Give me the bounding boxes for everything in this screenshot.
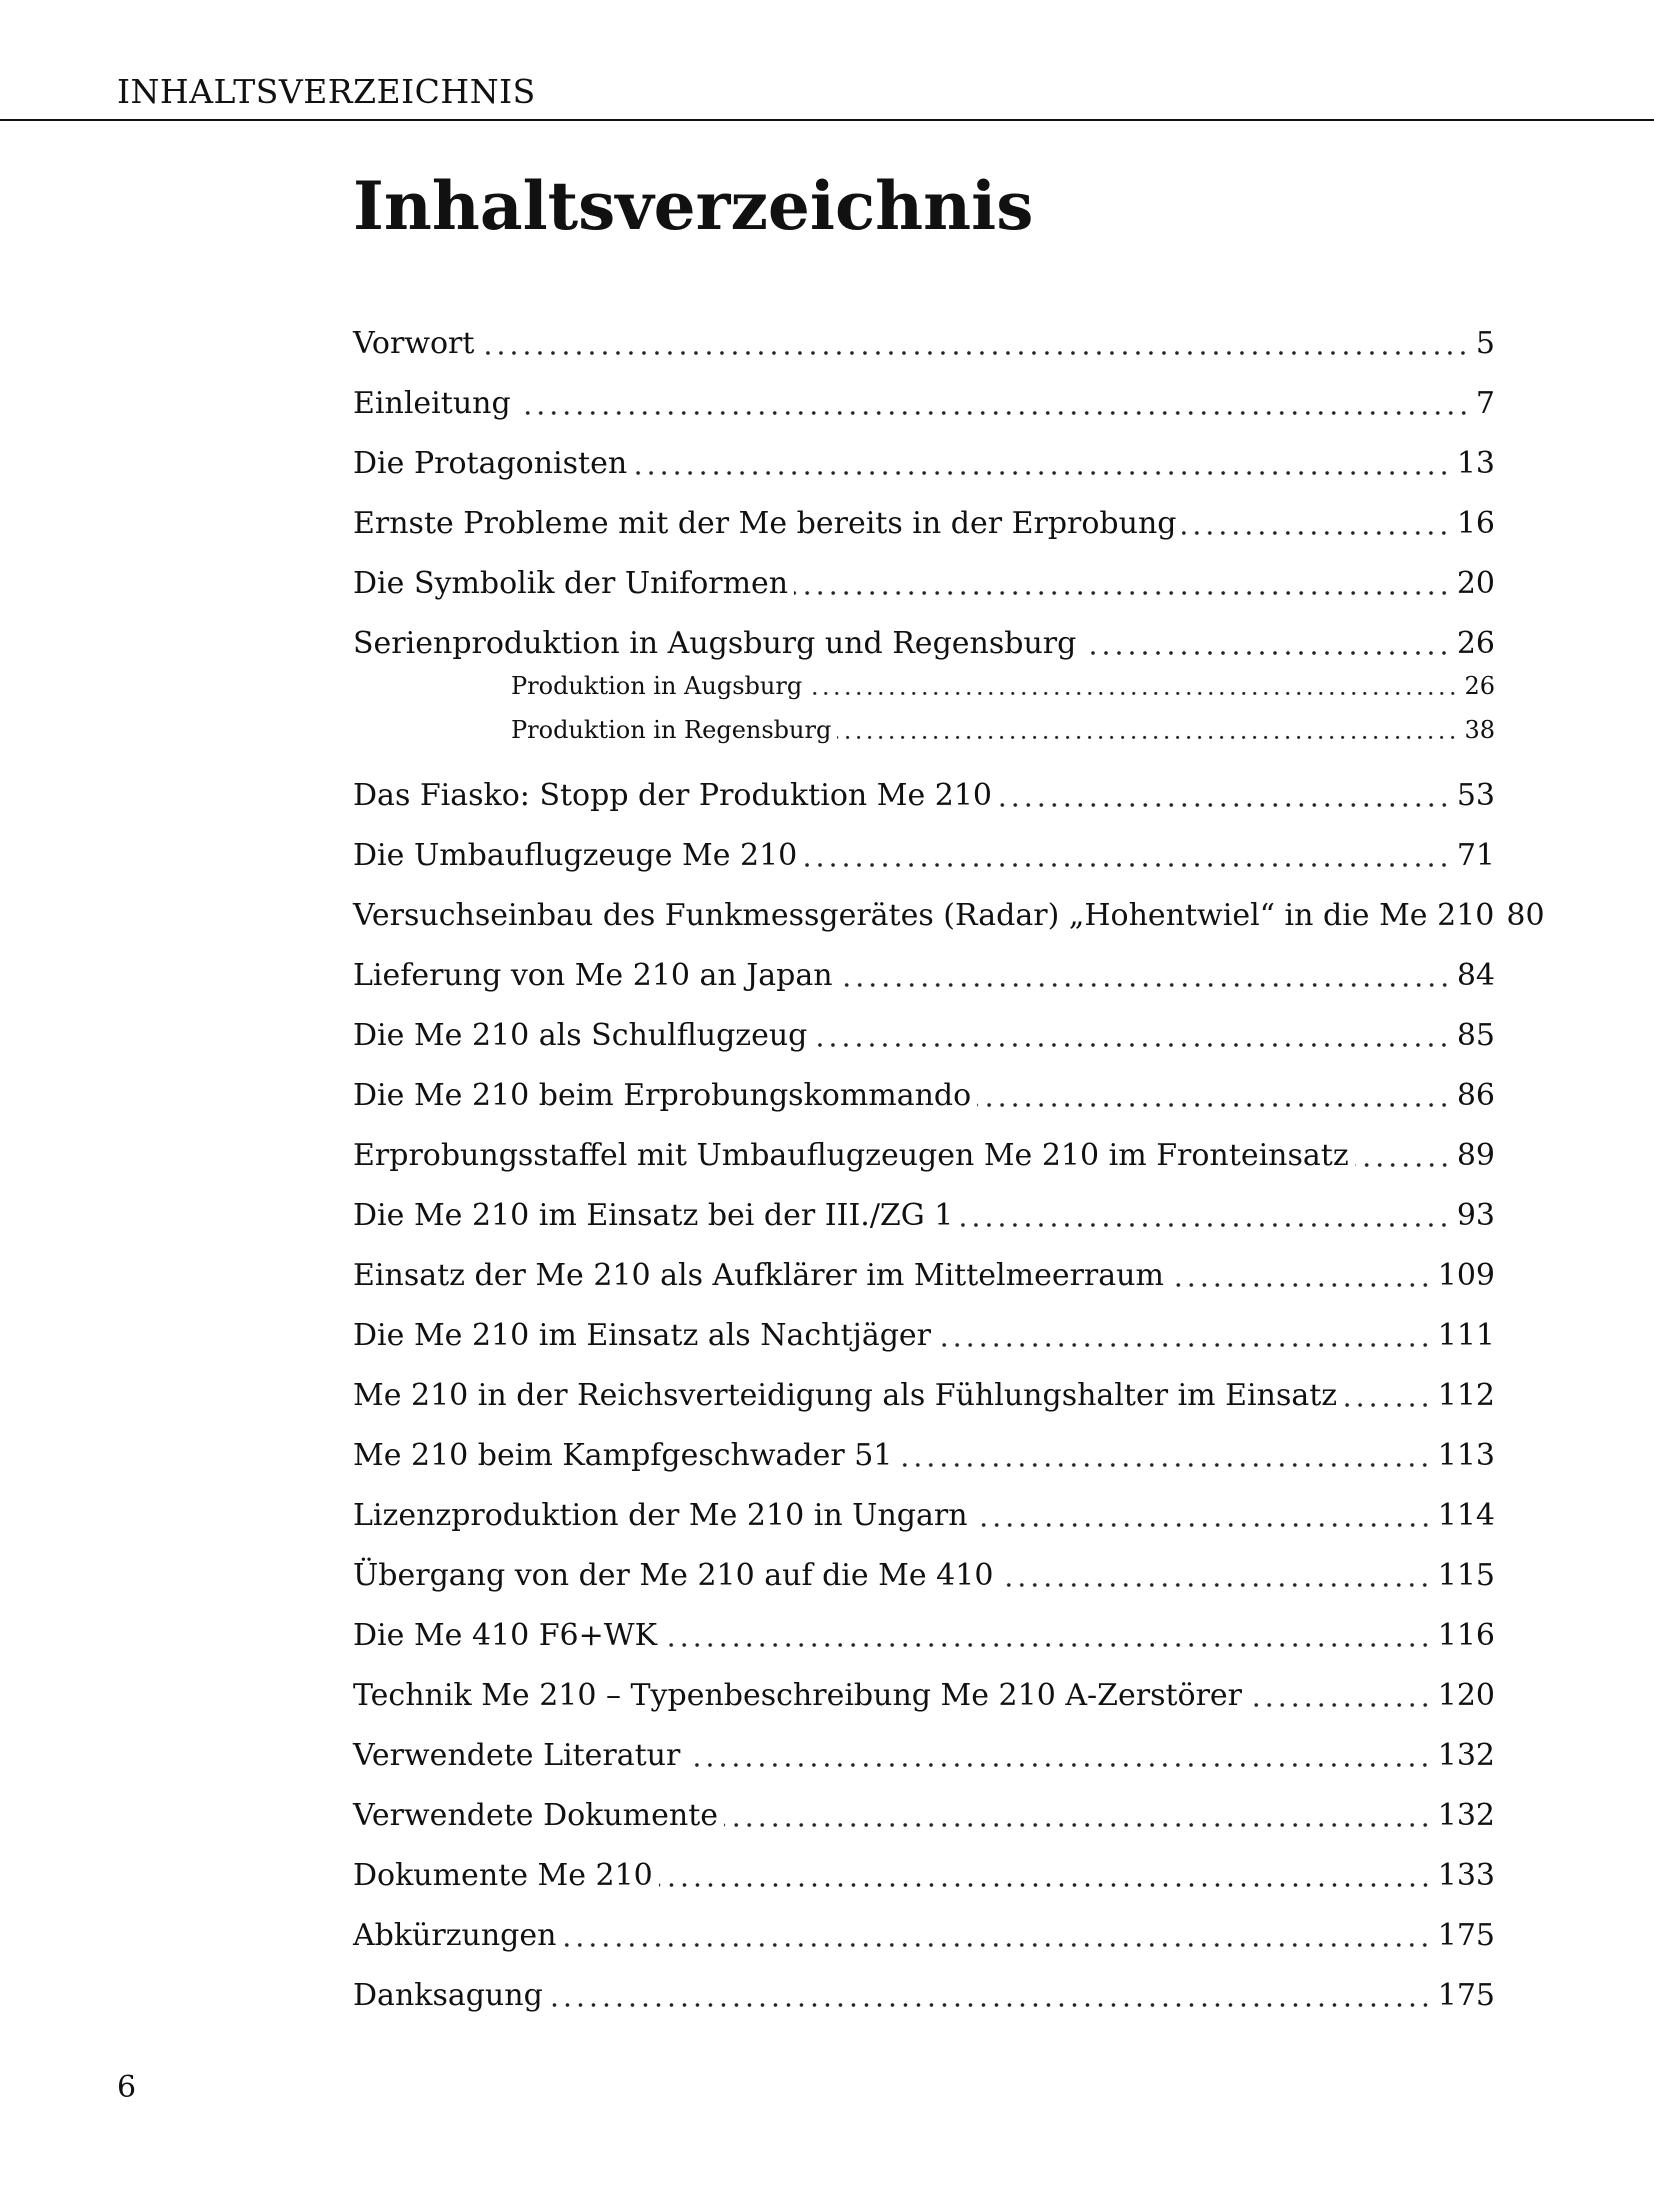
toc-entry-label: Me 210 in der Reichsverteidigung als Fühlungshalter im Einsatz — [353, 1378, 1338, 1413]
toc-entry-label: Verwendete Dokumente — [353, 1798, 719, 1833]
dot-leader — [663, 1616, 1432, 1652]
toc-entry-page: 16 — [1456, 506, 1495, 541]
dot-leader — [517, 384, 1470, 420]
dot-leader — [898, 1436, 1431, 1472]
toc-entry[interactable] — [353, 1789, 1495, 1849]
dot-leader — [1170, 1256, 1432, 1292]
toc-entry-page: 132 — [1437, 1798, 1495, 1833]
toc-entry-label: Vorwort — [353, 326, 475, 361]
toc-entry-label: Übergang von der Me 210 auf die Me 410 — [353, 1558, 994, 1593]
toc-entry-page: 109 — [1437, 1258, 1495, 1293]
toc-entry-label: Technik Me 210 – Typenbeschreibung Me 210 A-Zerstörer — [353, 1678, 1243, 1713]
toc-entry[interactable] — [353, 1369, 1495, 1429]
toc-entry-page: 5 — [1475, 326, 1495, 361]
toc-entry-label: Dokumente Me 210 — [353, 1858, 653, 1893]
toc-entry-label: Die Me 210 im Einsatz bei der III./ZG 1 — [353, 1198, 954, 1233]
toc-entry[interactable] — [353, 1969, 1495, 2029]
toc-entry-label: Ernste Probleme mit der Me bereits in der Erprobung — [353, 506, 1177, 541]
toc-entry-label: Lizenzproduktion der Me 210 in Ungarn — [353, 1498, 968, 1533]
dot-leader — [1355, 1136, 1451, 1172]
toc-entry-label: Serienproduktion in Augsburg und Regensburg — [353, 626, 1077, 661]
toc-entry-label: Die Me 410 F6+WK — [353, 1618, 658, 1653]
toc-entry[interactable] — [353, 1549, 1495, 1609]
toc-entry[interactable] — [353, 1189, 1495, 1249]
toc-entry[interactable] — [353, 497, 1495, 557]
toc-entry-label: Erprobungsstaffel mit Umbauflugzeugen Me 210 im Fronteinsatz — [353, 1138, 1349, 1173]
dot-leader — [1182, 504, 1450, 540]
toc-entry[interactable] — [353, 1429, 1495, 1489]
toc-entry-page: 85 — [1456, 1018, 1495, 1053]
dot-leader — [837, 714, 1458, 743]
toc-entry[interactable] — [353, 769, 1495, 829]
toc-entry[interactable] — [353, 1069, 1495, 1129]
dot-leader — [686, 1736, 1431, 1772]
toc-entry[interactable] — [353, 1309, 1495, 1369]
toc-entry-label: Das Fiasko: Stopp der Produktion Me 210 — [353, 778, 993, 813]
dot-leader — [937, 1316, 1432, 1352]
toc-entry-label: Die Me 210 im Einsatz als Nachtjäger — [353, 1318, 932, 1353]
toc-entry[interactable] — [353, 1849, 1495, 1909]
toc-entry-label: Danksagung — [353, 1978, 543, 2013]
toc-entry-label: Produktion in Regensburg — [511, 715, 832, 744]
toc-entry-page: 114 — [1437, 1498, 1495, 1533]
toc-entry-page: 115 — [1437, 1558, 1495, 1593]
dot-leader — [724, 1796, 1432, 1832]
toc-subentry[interactable] — [353, 709, 1495, 753]
toc-entry-page: 113 — [1437, 1438, 1495, 1473]
toc-entry-label: Die Me 210 als Schulflugzeug — [353, 1018, 808, 1053]
toc-entry-page: 112 — [1437, 1378, 1495, 1413]
dot-leader — [659, 1856, 1432, 1892]
toc-entry-page: 120 — [1437, 1678, 1495, 1713]
page-number: 6 — [117, 2070, 137, 2105]
toc-entry-page: 175 — [1437, 1978, 1495, 2013]
toc-entry-label: Produktion in Augsburg — [511, 671, 803, 700]
toc-entry-label: Einsatz der Me 210 als Aufklärer im Mittelmeerraum — [353, 1258, 1164, 1293]
toc-entry[interactable] — [353, 377, 1495, 437]
toc-entry-page: 84 — [1456, 958, 1495, 993]
dot-leader — [633, 444, 1451, 480]
dot-leader — [974, 1496, 1432, 1532]
toc-entry-page: 89 — [1456, 1138, 1495, 1173]
toc-entry-label: Die Symbolik der Uniformen — [353, 566, 789, 601]
toc-entry[interactable] — [353, 1609, 1495, 1669]
dot-leader — [977, 1076, 1451, 1112]
toc-entry[interactable] — [353, 557, 1495, 617]
toc-entry-page: 13 — [1456, 446, 1495, 481]
toc-entry[interactable] — [353, 949, 1495, 1009]
toc-entry-page: 26 — [1464, 671, 1495, 700]
page-title: Inhaltsverzeichnis — [353, 167, 1034, 245]
toc-entry-label: Die Me 210 beim Erprobungskommando — [353, 1078, 972, 1113]
toc-entry[interactable] — [353, 317, 1495, 377]
toc-entry-page: 116 — [1437, 1618, 1495, 1653]
toc-entry[interactable] — [353, 829, 1495, 889]
toc-entry[interactable] — [353, 889, 1545, 949]
toc-entry-page: 86 — [1456, 1078, 1495, 1113]
toc-subentry[interactable] — [353, 665, 1495, 709]
toc-entry[interactable] — [353, 1489, 1495, 1549]
dot-leader — [1082, 624, 1451, 660]
toc-entry[interactable] — [353, 1909, 1495, 1969]
dot-leader — [998, 776, 1451, 812]
running-header: INHALTSVERZEICHNIS — [117, 72, 536, 111]
toc-entry-label: Me 210 beim Kampfgeschwader 51 — [353, 1438, 893, 1473]
dot-leader — [794, 564, 1451, 600]
toc-entry[interactable] — [353, 1009, 1495, 1069]
dot-leader — [480, 324, 1469, 360]
toc-entry-page: 111 — [1437, 1318, 1495, 1353]
toc-entry[interactable] — [353, 617, 1495, 665]
toc-entry-label: Lieferung von Me 210 an Japan — [353, 958, 833, 993]
toc-entry-page: 132 — [1437, 1738, 1495, 1773]
dot-leader — [803, 836, 1451, 872]
dot-leader — [562, 1916, 1431, 1952]
table-of-contents — [353, 317, 1545, 2029]
dot-leader — [839, 956, 1451, 992]
toc-entry[interactable] — [353, 1129, 1495, 1189]
dot-leader — [813, 1016, 1450, 1052]
toc-entry-page: 7 — [1475, 386, 1495, 421]
toc-entry[interactable] — [353, 437, 1495, 497]
toc-entry[interactable] — [353, 1729, 1495, 1789]
toc-entry-page: 175 — [1437, 1918, 1495, 1953]
toc-entry-page: 20 — [1456, 566, 1495, 601]
dot-leader — [549, 1976, 1432, 2012]
toc-entry-page: 71 — [1456, 838, 1495, 873]
toc-entry-page: 38 — [1464, 715, 1495, 744]
toc-entry-page: 80 — [1506, 898, 1545, 933]
toc-entry-label: Versuchseinbau des Funkmessgerätes (Radar) „Hohentwiel“ in die Me 210 — [353, 898, 1495, 933]
toc-entry-label: Die Umbauflugzeuge Me 210 — [353, 838, 798, 873]
dot-leader — [808, 670, 1458, 699]
dot-leader — [959, 1196, 1450, 1232]
dot-leader — [999, 1556, 1431, 1592]
toc-entry-page: 93 — [1456, 1198, 1495, 1233]
toc-entry-label: Abkürzungen — [353, 1918, 557, 1953]
toc-entry-label: Verwendete Literatur — [353, 1738, 681, 1773]
toc-entry-label: Die Protagonisten — [353, 446, 628, 481]
dot-leader — [1248, 1676, 1432, 1712]
toc-entry-page: 26 — [1456, 626, 1495, 661]
dot-leader — [1343, 1376, 1432, 1412]
toc-entry-page: 133 — [1437, 1858, 1495, 1893]
toc-entry-label: Einleitung — [353, 386, 511, 421]
header-rule — [0, 119, 1654, 121]
toc-entry[interactable] — [353, 1249, 1495, 1309]
toc-entry-page: 53 — [1456, 778, 1495, 813]
toc-entry[interactable] — [353, 1669, 1495, 1729]
